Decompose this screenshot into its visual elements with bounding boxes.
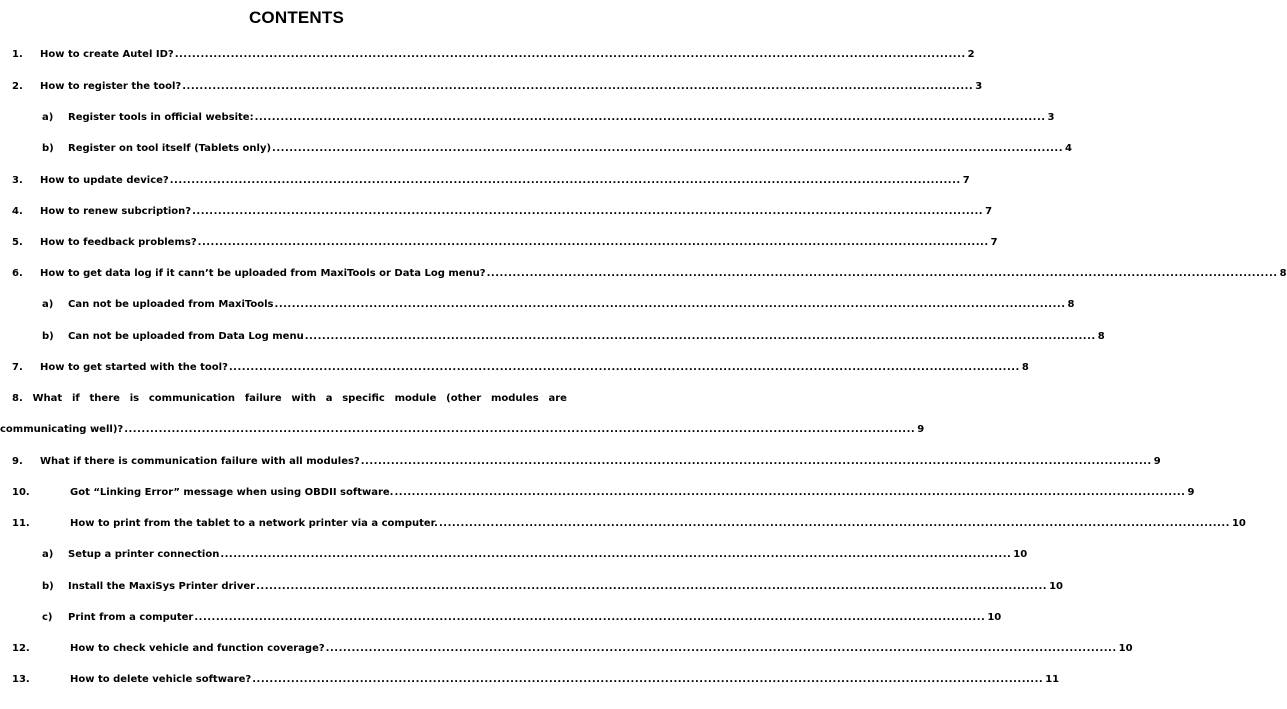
- toc-entry-number: b): [42, 331, 54, 342]
- toc-entry-word: communication: [148, 393, 236, 404]
- toc-entry-number: 12.: [12, 643, 30, 654]
- dot-leader: ........................................................................................................................................................................................: [304, 331, 1096, 342]
- toc-subentry[interactable]: [42, 577, 1063, 597]
- toc-entry-page: 10: [987, 612, 1002, 623]
- toc-entry-text: Got “Linking Error” message when using OBDII software.: [70, 487, 394, 498]
- toc-entry-page: 3: [975, 81, 983, 92]
- toc-entry[interactable]: [12, 358, 1029, 378]
- toc-entry-word: What: [32, 393, 63, 404]
- toc-entry[interactable]: [12, 670, 1060, 690]
- toc-subentry[interactable]: [42, 327, 1105, 347]
- toc-entry-number: 7.: [12, 362, 23, 373]
- toc-entry-text: How to feedback problems?: [40, 237, 197, 248]
- dot-leader: ........................................................................................................................................................................................: [192, 206, 984, 217]
- toc-entry-text: How to delete vehicle software?: [70, 674, 252, 685]
- toc-entry-page: 10: [1231, 518, 1246, 529]
- toc-entry-page: 7: [990, 237, 998, 248]
- dot-leader: ........................................................................................................................................................................................: [228, 362, 1020, 373]
- toc-entry-word: (other: [446, 393, 482, 404]
- toc-entry-word: specific: [342, 393, 385, 404]
- toc-entry-page: 8: [1279, 268, 1287, 279]
- toc-subentry[interactable]: [42, 545, 1028, 565]
- toc-entry-text: How to get started with the tool?: [40, 362, 228, 373]
- toc-entry-number: 5.: [12, 237, 23, 248]
- dot-leader: ........................................................................................................................................................................................: [394, 487, 1186, 498]
- toc-entry-number: 10.: [12, 487, 30, 498]
- toc-entry-number: 9.: [12, 456, 23, 467]
- dot-leader: ........................................................................................................................................................................................: [272, 143, 1064, 154]
- dot-leader: ........................................................................................................................................................................................: [438, 518, 1230, 529]
- toc-entry-page: 9: [1153, 456, 1161, 467]
- dot-leader: ........................................................................................................................................................................................: [124, 424, 916, 435]
- toc-entry-page: 10: [1013, 549, 1028, 560]
- toc-subentry[interactable]: [42, 608, 1002, 628]
- toc-entry-text: Register on tool itself (Tablets only): [68, 143, 272, 154]
- toc-entry-word: a: [325, 393, 333, 404]
- toc-entry-text: How to get data log if it cann’t be uploaded from MaxiTools or Data Log menu?: [40, 268, 486, 279]
- toc-entry[interactable]: [12, 171, 970, 191]
- toc-entry-page: 3: [1047, 112, 1055, 123]
- toc-entry[interactable]: [12, 233, 998, 253]
- toc-entry-text: Print from a computer: [68, 612, 194, 623]
- toc-subentry[interactable]: [42, 108, 1055, 128]
- dot-leader: ........................................................................................................................................................................................: [360, 456, 1152, 467]
- toc-entry-word: failure: [244, 393, 282, 404]
- dot-leader: ........................................................................................................................................................................................: [254, 112, 1046, 123]
- toc-entry-number: c): [42, 612, 53, 623]
- toc-entry-page: 10: [1118, 643, 1133, 654]
- toc-entry-text: How to update device?: [40, 175, 169, 186]
- toc-entry-text: Install the MaxiSys Printer driver: [68, 581, 256, 592]
- toc-entry-number: a): [42, 112, 54, 123]
- toc-entry-number: 2.: [12, 81, 23, 92]
- toc-entry-page: 8: [1021, 362, 1029, 373]
- toc-entry-text: How to register the tool?: [40, 81, 182, 92]
- dot-leader: ........................................................................................................................................................................................: [169, 175, 961, 186]
- toc-entry-text: Can not be uploaded from Data Log menu: [68, 331, 304, 342]
- toc-entry-page: 8: [1097, 331, 1105, 342]
- toc-entry-page: 10: [1049, 581, 1063, 592]
- toc-entry-word: is: [129, 393, 140, 404]
- toc-entry-word: are: [548, 393, 567, 404]
- toc-entry-page: 9: [917, 424, 925, 435]
- dot-leader: ........................................................................................................................................................................................: [256, 581, 1048, 592]
- toc-entry-word: there: [89, 393, 120, 404]
- toc-entry-page: 7: [985, 206, 993, 217]
- toc-entry-text: Register tools in official website:: [68, 112, 254, 123]
- toc-entry-page: 9: [1187, 487, 1195, 498]
- dot-leader: ........................................................................................................................................................................................: [182, 81, 974, 92]
- toc-entry[interactable]: [12, 639, 1133, 659]
- toc-entry-number: b): [42, 581, 54, 592]
- toc-entry-text: Can not be uploaded from MaxiTools: [68, 299, 274, 310]
- toc-entry-text: How to renew subcription?: [40, 206, 192, 217]
- toc-title: CONTENTS: [248, 8, 345, 27]
- toc-entry-text: How to print from the tablet to a network printer via a computer.: [70, 518, 438, 529]
- toc-entry-page: 11: [1045, 674, 1060, 685]
- toc-entry-text: communicating well)?: [0, 424, 124, 435]
- toc-entry-number: 6.: [12, 268, 23, 279]
- toc-entry-line1[interactable]: [12, 389, 567, 409]
- toc-entry-word: modules: [490, 393, 539, 404]
- toc-entry-word: with: [291, 393, 316, 404]
- toc-entry[interactable]: [12, 514, 1246, 534]
- dot-leader: ........................................................................................................................................................................................: [252, 674, 1044, 685]
- toc-entry-number: b): [42, 143, 54, 154]
- toc-entry-word: module: [394, 393, 437, 404]
- toc-entry-number: 13.: [12, 674, 30, 685]
- toc-entry-number: 11.: [12, 518, 30, 529]
- toc-entry-number: 3.: [12, 175, 23, 186]
- toc-entry[interactable]: [12, 202, 993, 222]
- toc-entry-number: a): [42, 549, 54, 560]
- toc-entry-text: Setup a printer connection: [68, 549, 220, 560]
- toc-entry[interactable]: [12, 45, 975, 65]
- toc-entry-number: a): [42, 299, 54, 310]
- toc-entry-page: 2: [967, 49, 975, 60]
- toc-subentry[interactable]: [42, 139, 1072, 159]
- toc-subentry[interactable]: [42, 295, 1075, 315]
- toc-entry-text: How to check vehicle and function coverage?: [70, 643, 325, 654]
- toc-entry[interactable]: [12, 264, 1287, 284]
- toc-entry-number: 1.: [12, 49, 23, 60]
- toc-entry[interactable]: [12, 483, 1195, 503]
- dot-leader: ........................................................................................................................................................................................: [220, 549, 1012, 560]
- toc-entry-page: 7: [962, 175, 970, 186]
- dot-leader: ........................................................................................................................................................................................: [197, 237, 989, 248]
- toc-entry-line2[interactable]: [0, 420, 925, 440]
- dot-leader: ........................................................................................................................................................................................: [174, 49, 966, 60]
- toc-entry-text: What if there is communication failure with all modules?: [40, 456, 360, 467]
- toc-entry[interactable]: [12, 77, 983, 97]
- dot-leader: ........................................................................................................................................................................................: [325, 643, 1117, 654]
- dot-leader: ........................................................................................................................................................................................: [274, 299, 1066, 310]
- toc-entry-page: 4: [1065, 143, 1072, 154]
- toc-entry-number: 4.: [12, 206, 23, 217]
- toc-entry[interactable]: [12, 452, 1161, 472]
- dot-leader: ........................................................................................................................................................................................: [486, 268, 1278, 279]
- toc-entry-word: if: [71, 393, 80, 404]
- toc-entry-page: 8: [1067, 299, 1075, 310]
- dot-leader: ........................................................................................................................................................................................: [194, 612, 986, 623]
- toc-entry-number: 8.: [12, 393, 23, 404]
- toc-entry-text: How to create Autel ID?: [40, 49, 174, 60]
